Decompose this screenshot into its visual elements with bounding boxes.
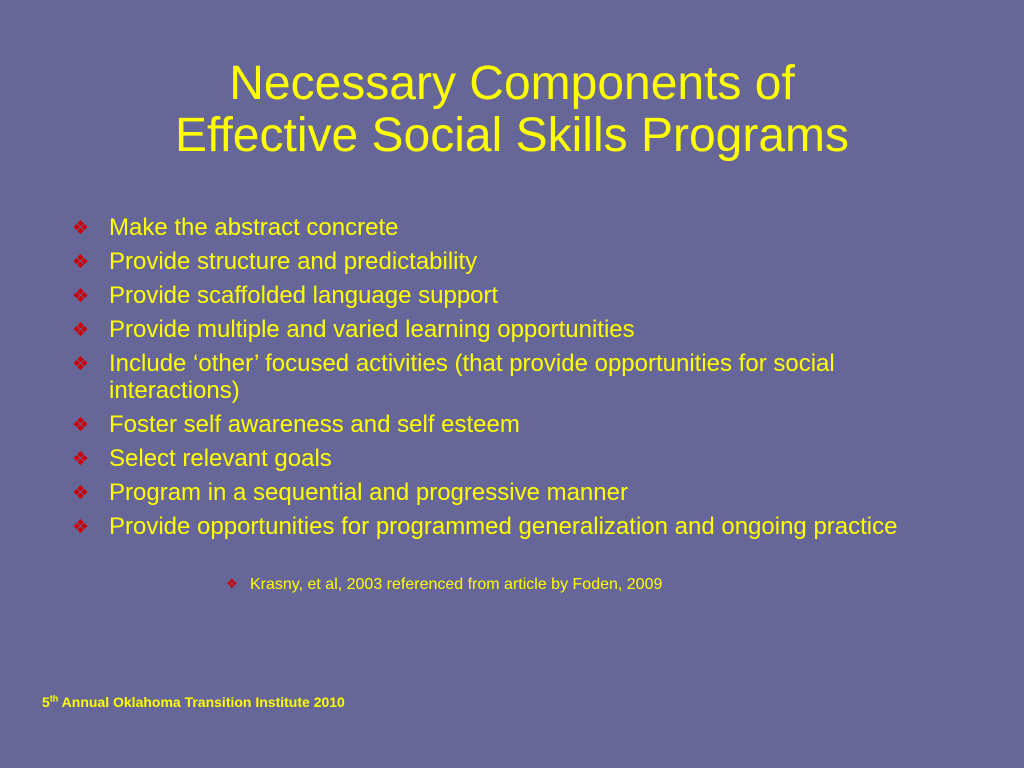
bullet-text: Make the abstract concrete bbox=[109, 214, 399, 241]
bullet-text: Include ‘other’ focused activities (that provide opportunities for social interactions) bbox=[109, 350, 835, 404]
list-item bbox=[72, 350, 972, 404]
list-item bbox=[72, 513, 972, 540]
bullet-text: Provide opportunities for programmed generalization and ongoing practice bbox=[109, 513, 898, 540]
list-item bbox=[72, 214, 972, 241]
diamond-bullet-icon: ❖ bbox=[72, 414, 90, 436]
footer-number: 5 bbox=[42, 694, 50, 710]
bullet-text: Provide structure and predictability bbox=[109, 248, 478, 275]
bullet-text: Provide scaffolded language support bbox=[109, 282, 499, 309]
diamond-bullet-icon: ❖ bbox=[72, 448, 90, 470]
list-item bbox=[72, 479, 972, 506]
bullet-text: Program in a sequential and progressive manner bbox=[109, 479, 628, 506]
slide-title bbox=[0, 58, 1024, 162]
diamond-bullet-icon: ❖ bbox=[226, 577, 238, 592]
title-line-2: Effective Social Skills Programs bbox=[174, 109, 849, 162]
diamond-bullet-icon: ❖ bbox=[72, 285, 90, 307]
list-item bbox=[72, 316, 972, 343]
diamond-bullet-icon: ❖ bbox=[72, 516, 90, 538]
diamond-bullet-icon: ❖ bbox=[72, 217, 90, 239]
list-item bbox=[72, 282, 972, 309]
list-item bbox=[72, 411, 972, 438]
footer-ordinal: th bbox=[49, 693, 59, 704]
footer-text: Annual Oklahoma Transition Institute 2010 bbox=[58, 694, 345, 710]
slide-footer bbox=[42, 693, 345, 711]
list-item bbox=[72, 248, 972, 275]
diamond-bullet-icon: ❖ bbox=[72, 353, 90, 375]
citation-text: Krasny, et al, 2003 referenced from article by Foden, 2009 bbox=[250, 576, 663, 593]
diamond-bullet-icon: ❖ bbox=[72, 482, 90, 504]
bullet-text: Select relevant goals bbox=[109, 445, 332, 472]
bullet-list bbox=[72, 214, 972, 547]
citation bbox=[226, 575, 662, 595]
bullet-text: Provide multiple and varied learning opportunities bbox=[109, 316, 635, 343]
diamond-bullet-icon: ❖ bbox=[72, 319, 90, 341]
title-line-1: Necessary Components of bbox=[229, 57, 795, 110]
bullet-text: Foster self awareness and self esteem bbox=[109, 411, 520, 438]
diamond-bullet-icon: ❖ bbox=[72, 251, 90, 273]
list-item bbox=[72, 445, 972, 472]
